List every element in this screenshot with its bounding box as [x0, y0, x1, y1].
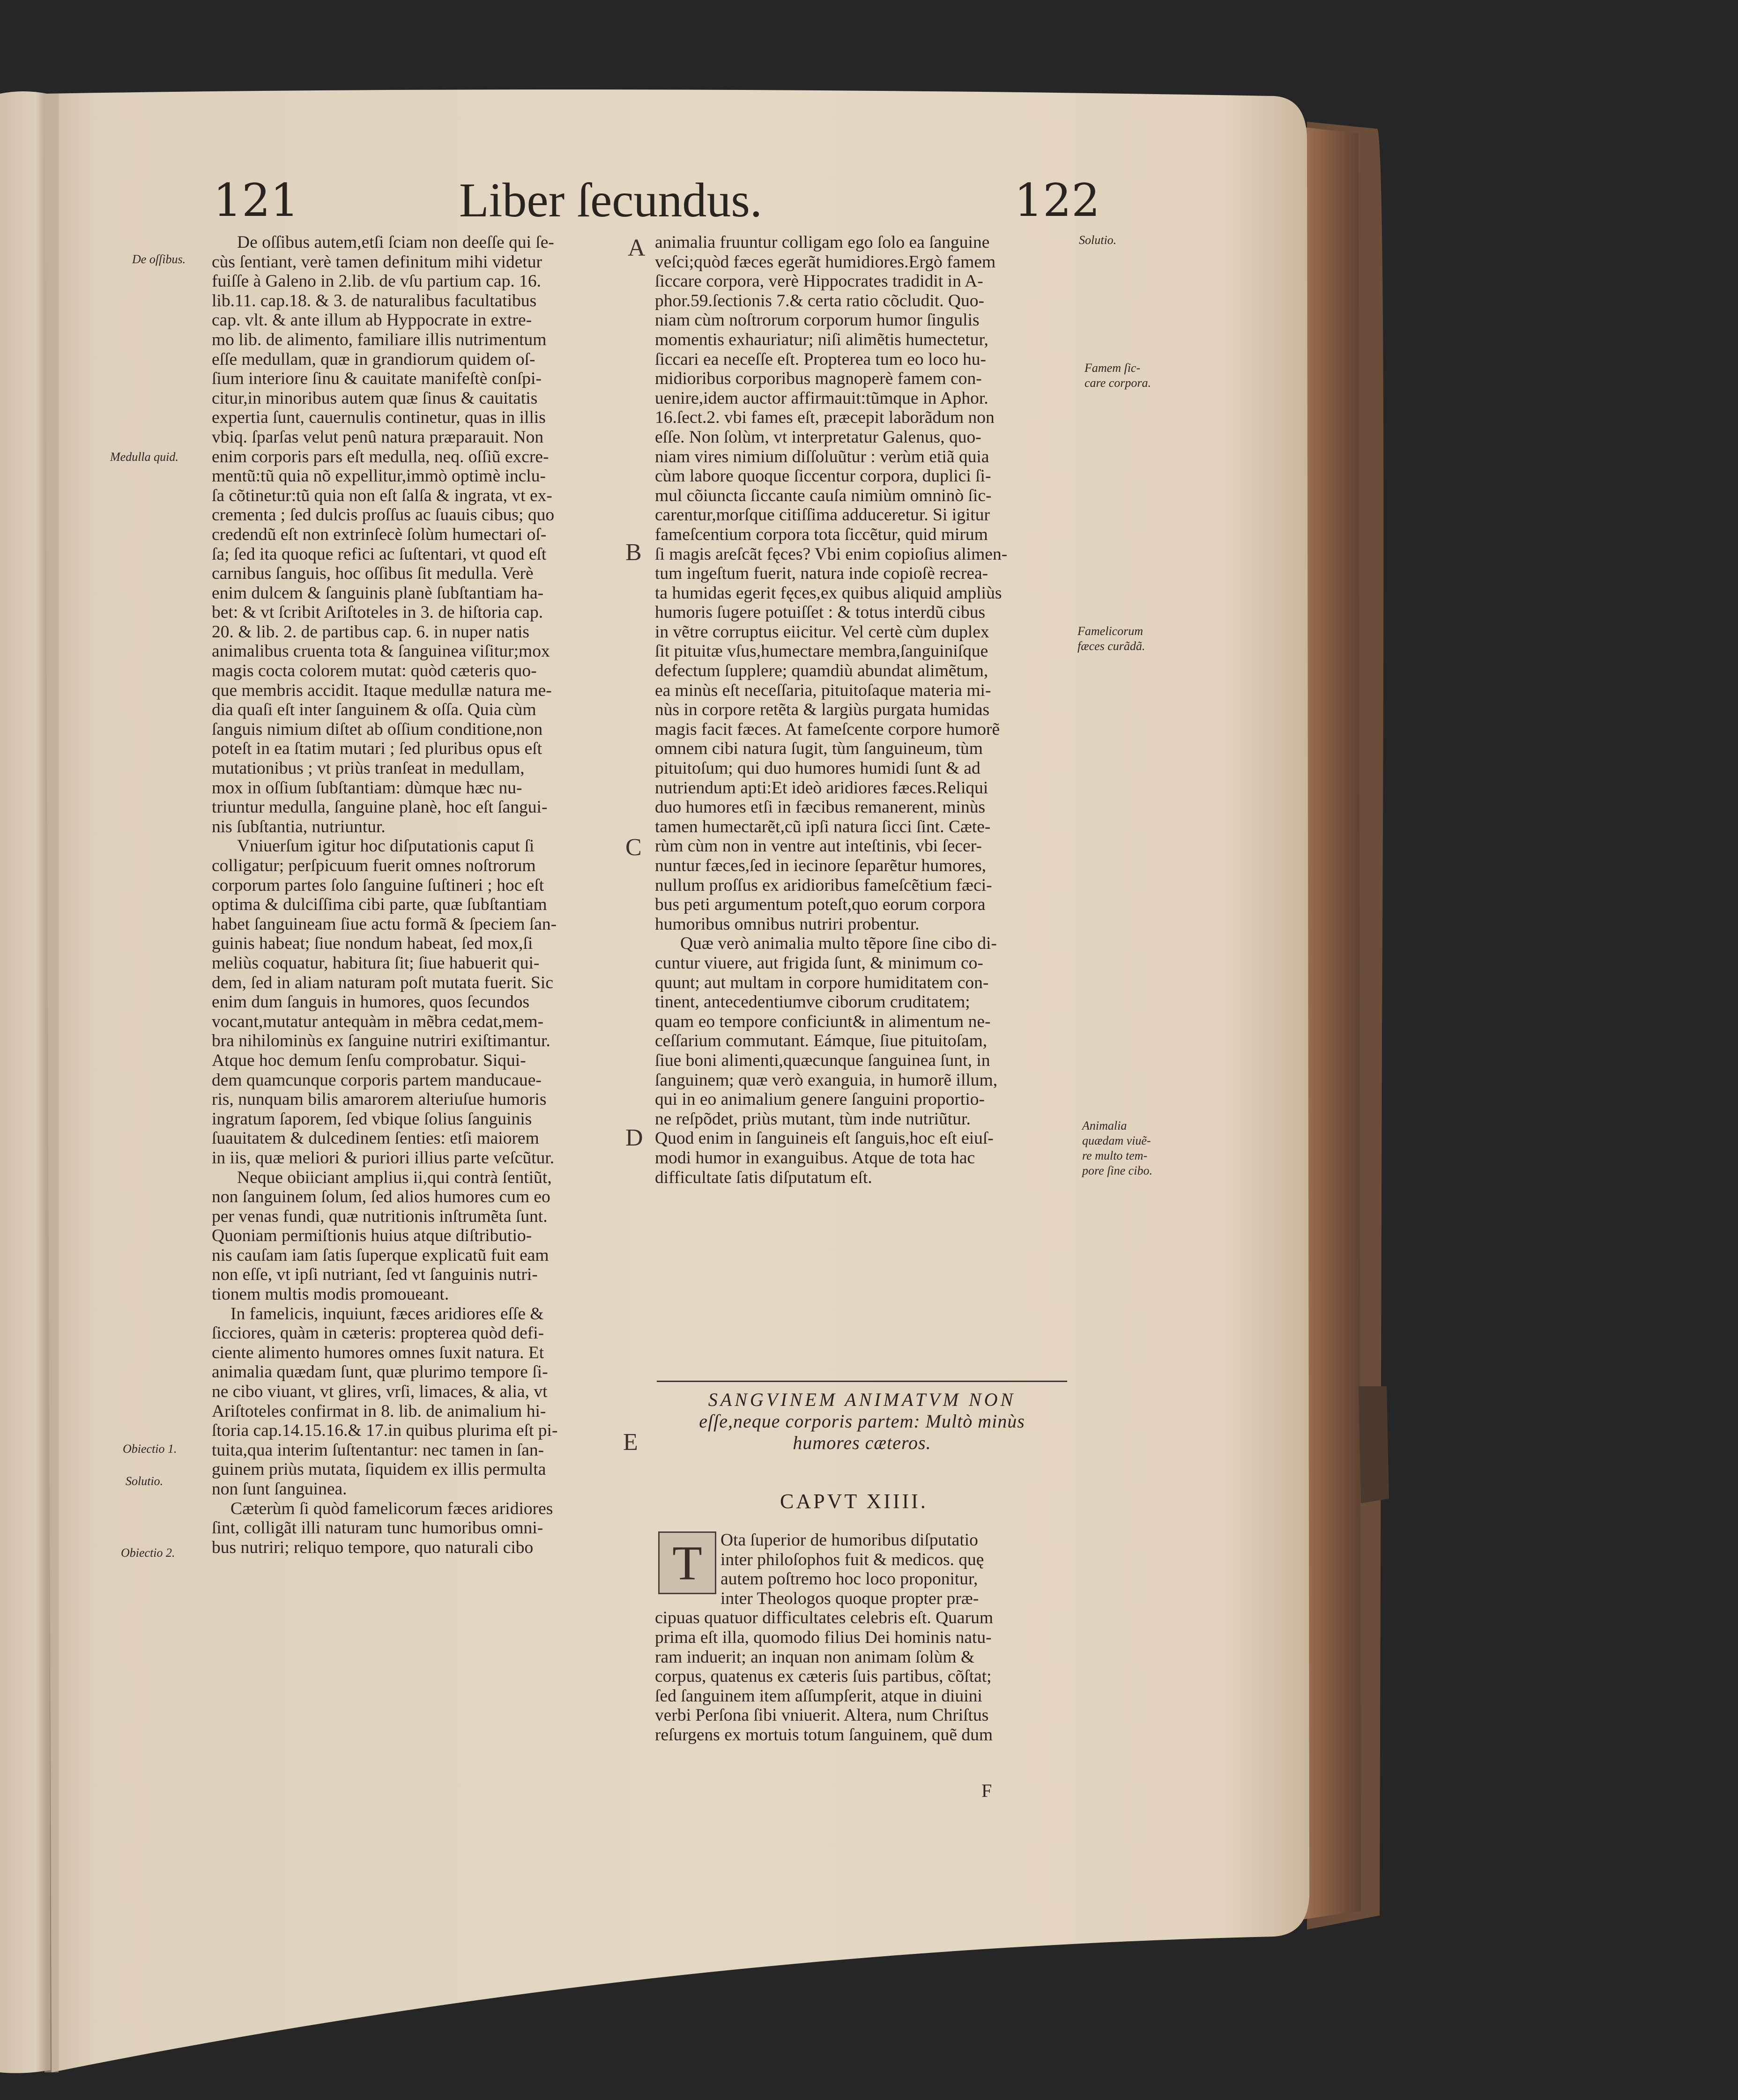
text-line: meliùs coquatur, habitura ſit; ſiue habuerit qui- [212, 953, 540, 973]
text-line: nuntur fæces,ſed in iecinore ſeparẽtur humores, [655, 856, 987, 875]
text-line: ſa cõtinetur:tũ quia non eſt ſalſa & ingrata, vt ex- [212, 486, 552, 505]
margin-note-famelicorum [1077, 624, 1145, 654]
text-line: mul cõiuncta ſiccante cauſa nimiùm omninò ſic- [655, 486, 992, 505]
text-line: tuita,qua interim ſuſtentantur: nec tamen in ſan- [212, 1440, 544, 1460]
text-line: non ſunt ſanguinea. [212, 1479, 347, 1499]
text-line: enim dum ſanguis in humores, quos ſecundos [212, 992, 530, 1012]
text-line: autem poſtremo hoc loco proponitur, [720, 1569, 978, 1589]
text-line: enim corporis pars eſt medulla, neq. oſſiũ excre- [212, 447, 549, 466]
text-line: mox in oſſium ſubſtantiam: dùmque hæc nu- [212, 778, 522, 798]
text-line: ſint, colligãt illi naturam tunc humoribus omni- [212, 1518, 543, 1538]
text-line: carnibus ſanguis, hoc oſſibus ſit medulla. Verè [212, 564, 534, 584]
text-line: cùm labore quoque ſiccentur corpora, duplici ſi- [655, 466, 991, 486]
text-line: Ota ſuperior de humoribus diſputatio [720, 1531, 978, 1550]
margin-note-obiectio-1: Obiectio 1. [123, 1442, 177, 1456]
section-letter-a: A [628, 235, 646, 261]
text-line: prima eſt illa, quomodo filius Dei hominis natu- [655, 1627, 992, 1647]
text-line: In famelicis, inquiunt, fæces aridiores eſſe & [230, 1304, 544, 1324]
text-line: 20. & lib. 2. de partibus cap. 6. in nuper natis [212, 622, 530, 642]
text-line: dia quaſi eſt inter ſanguinem & oſſa. Quia cùm [212, 700, 536, 720]
text-line: bus nutriri; reliquo tempore, quo naturali cibo [212, 1538, 534, 1557]
text-line: eſſe medullam, quæ in grandiorum quidem oſ- [212, 349, 535, 369]
text-line: verbi Perſona ſibi vniuerit. Altera, num Chriſtus [655, 1706, 989, 1725]
text-line: cipuas quatuor difficultates celebris eſt. Quarum [655, 1608, 993, 1628]
text-line: ciente alimento humores omnes ſuxit natura. Et [212, 1343, 544, 1362]
text-line: Quod enim in ſanguineis eſt ſanguis,hoc eſt eiuſ- [655, 1129, 994, 1148]
chapter-body [655, 1531, 993, 1745]
text-line: magis cocta colorem mutat: quòd cæteris quo- [212, 661, 537, 681]
margin-note-line: pore ſine cibo. [1082, 1164, 1152, 1177]
text-line: mo lib. de alimento, familiare illis nutrimentum [212, 330, 547, 349]
text-line: Ariſtoteles confirmat in 8. lib. de animalium hi- [212, 1401, 546, 1421]
margin-note-line: re multo tem- [1082, 1149, 1148, 1162]
text-line: magis facit fæces. At fameſcente corpore humorẽ [655, 719, 1000, 739]
chapter-title-line: SANGVINEM ANIMATVM NON [708, 1389, 1016, 1410]
text-line: ſed ſanguinem item aſſumpſerit, atque in diuini [655, 1686, 982, 1706]
text-line: nutriendum apti:Et ideò aridiores fæces.Reliqui [655, 778, 988, 798]
text-line: qui in eo animalium genere ſanguini proportio- [655, 1090, 985, 1109]
text-line: fameſcentium corpora tota ſiccẽtur, quid mirum [655, 525, 988, 544]
text-line: triuntur medulla, ſanguine planè, hoc eſt ſangui- [212, 798, 548, 817]
text-line: ſiccari ea neceſſe eſt. Propterea tum eo loco hu- [655, 349, 986, 369]
text-line: ſium interiore ſinu & cauitate manifeſtè conſpi- [212, 369, 542, 389]
margin-note-line: quædam viuẽ- [1082, 1134, 1151, 1147]
text-line: De oſſibus autem,etſi ſciam non deeſſe qui ſe- [237, 233, 554, 252]
text-line: pituitoſum; qui duo humores humidi ſunt & ad [655, 759, 980, 778]
margin-note-line: Famem ſic- [1084, 361, 1141, 375]
running-title: Liber ſecundus. [459, 173, 762, 227]
text-line: vocant,mutatur antequàm in mẽbra cedat,mem- [212, 1012, 544, 1031]
left-page-number: 121 [213, 174, 299, 227]
section-letter-c: C [625, 834, 642, 861]
section-letter-e: E [623, 1429, 638, 1456]
margin-note-line: Famelicorum [1077, 624, 1144, 638]
chapter-title-line: humores cæteros. [793, 1432, 931, 1453]
chapter-title-line: eſſe,neque corporis partem: Multò minùs [699, 1411, 1025, 1432]
text-line: dem, ſed in aliam naturam poſt mutata fuerit. Sic [212, 973, 553, 992]
text-line: ingratum ſaporem, ſed vbique ſolius ſanguinis [212, 1109, 532, 1129]
text-line: Vniuerſum igitur hoc diſputationis caput ſi [237, 836, 535, 856]
text-line: mutationibus ; vt priùs tranſeat in medullam, [212, 759, 525, 778]
right-page-number: 122 [1014, 174, 1100, 227]
text-line: niam vires nimium diſſoluũtur : verùm etiã quia [655, 447, 989, 466]
text-line: humoris ſugere potuiſſet : & totus interdũ cibus [655, 603, 986, 622]
text-line: duo humores etſi in fæcibus remanerent, minùs [655, 798, 986, 817]
text-line: tamen humectarẽt,cũ ipſi natura ſicci ſint. Cæte- [655, 817, 991, 836]
text-line: Atque hoc demum ſenſu comprobatur. Siqui- [212, 1050, 526, 1070]
section-letter-d: D [625, 1124, 643, 1151]
text-line: reſurgens ex mortuis totum ſanguinem, quẽ dum [655, 1725, 993, 1745]
text-line: ſicciores, quàm in cæteris: propterea quòd defi- [212, 1324, 544, 1343]
text-line: ſanguis nimium diſtet ab oſſium conditione,non [212, 719, 543, 739]
text-line: eſſe. Non ſolùm, vt interpretatur Galenus, quo- [655, 427, 981, 447]
text-line: corpus, quatenus ex cæteris ſuis partibus, cõſtat; [655, 1667, 992, 1686]
text-line: que membris accidit. Itaque medullæ natura me- [212, 680, 552, 700]
text-line: phor.59.ſectionis 7.& certa ratio cõcludit. Quo- [655, 291, 984, 311]
margin-note-famem-siccare [1084, 361, 1151, 391]
text-line: non eſſe, vt ipſi nutriant, ſed vt ſanguinis nutri- [212, 1265, 538, 1285]
margin-note-obiectio-2: Obiectio 2. [121, 1546, 175, 1560]
text-line: crementa ; ſed dulcis proſſus ac ſuauis cibus; quo [212, 505, 555, 525]
text-line: nùs in corpore retẽta & largiùs purgata humidas [655, 700, 990, 720]
text-line: quam eo tempore conficiunt& in alimentum ne- [655, 1012, 991, 1031]
text-line: habet ſanguineam ſiue actu formã & ſpeciem ſan- [212, 914, 557, 934]
text-line: nullum proſſus ex aridioribus fameſcẽtium fæci- [655, 875, 992, 895]
text-line: enim dulcem & ſanguinis planè ſubſtantiam ha- [212, 583, 544, 603]
text-line: uenire,idem auctor affirmauit:tũmque in Aphor. [655, 388, 988, 408]
chapter-heading: CAPVT XIIII. [780, 1490, 928, 1513]
margin-note-solutio-right: Solutio. [1079, 233, 1117, 247]
text-line: citur,in minoribus autem quæ ſinus & cauitatis [212, 388, 538, 408]
text-line: veſci;quòd fæces egerãt humidiores.Ergò famem [655, 252, 996, 272]
text-line: nis cauſam iam ſatis ſuperque explicatũ fuit eam [212, 1245, 549, 1265]
text-line: bus peti argumentum poteſt,quo eorum corpora [655, 895, 986, 915]
text-line: tum ingeſtum fuerit, natura inde copioſè recrea- [655, 564, 988, 584]
text-line: Neque obiiciant amplius ii,qui contrà ſentiũt, [237, 1168, 552, 1187]
margin-note-medulla-quid: Medulla quid. [110, 450, 178, 464]
text-line: ſit pituitæ vſus,humectare membra,ſanguiniſque [655, 642, 988, 661]
margin-note-solutio-left: Solutio. [126, 1474, 163, 1488]
text-line: animalibus cruenta tota & ſanguinea viſitur;mox [212, 642, 550, 661]
section-letter-b: B [625, 539, 642, 566]
margin-note-line: care corpora. [1084, 376, 1151, 390]
text-line: optima & dulciſſima cibi parte, quæ ſubſtantiam [212, 895, 547, 915]
chapter-title [661, 1389, 1063, 1454]
text-line: bra nihilominùs ex ſanguine nutriri exiſtimantur. [212, 1031, 550, 1051]
text-line: quunt; aut multam in corpore humiditatem con- [655, 973, 989, 992]
text-line: cap. vlt. & ante illum ab Hyppocrate in extre- [212, 311, 532, 330]
text-line: ceſſarium commutant. Eámque, ſiue pituitoſam, [655, 1031, 988, 1051]
text-line: animalia fruuntur colligam ego ſolo ea ſanguine [655, 233, 990, 252]
text-line: fuiſſe à Galeno in 2.lib. de vſu partium cap. 16. [212, 272, 541, 291]
text-line: ris, nunquam bilis amarorem alteriuſue humoris [212, 1090, 547, 1109]
text-line: per venas fundi, quæ nutritionis inſtrumẽta ſunt. [212, 1206, 548, 1226]
text-line: tinent, antecedentiumve ciborum cruditatem; [655, 992, 970, 1012]
text-line: in iis, quæ meliori & puriori illius parte veſcũtur. [212, 1148, 555, 1168]
text-line: nis ſubſtantia, nutriuntur. [212, 817, 386, 836]
text-line: ſanguinem; quæ verò exanguia, in humorẽ illum, [655, 1070, 998, 1090]
text-line: niam cùm noſtrorum corporum humor ſingulis [655, 311, 980, 330]
text-line: bet: & vt ſcribit Ariſtoteles in 3. de hiſtoria cap. [212, 603, 543, 622]
text-line: guinem priùs mutata, ſiquidem ex illis permulta [212, 1460, 546, 1479]
text-line: inter Theologos quoque propter præ- [720, 1589, 979, 1608]
text-line: tionem multis modis promoueant. [212, 1285, 449, 1304]
text-line: defectum ſupplere; quamdiù abundat alimẽtum, [655, 661, 988, 681]
text-line: ram induerit; an inquan non animam ſolùm & [655, 1647, 975, 1667]
text-line: carentur,morſque citiſſima adduceretur. Si igitur [655, 505, 990, 525]
text-line: ſiue boni alimenti,quæcunque ſanguinea ſunt, in [655, 1050, 990, 1070]
text-line: dem quamcunque corporis partem manducaue- [212, 1070, 542, 1090]
text-line: ea minùs eſt neceſſaria, pituitoſaque materia mi- [655, 680, 991, 700]
text-line: cuntur viuere, aut frigida ſunt, & minimum co- [655, 953, 983, 973]
text-line: lib.11. cap.18. & 3. de naturalibus facultatibus [212, 291, 537, 311]
initial-letter: T [672, 1536, 702, 1590]
text-line: colligatur; perſpicuum fuerit omnes noſtrorum [212, 856, 536, 875]
text-line: corporum partes ſolo ſanguine ſuſtineri ; hoc eſt [212, 875, 544, 895]
text-line: animalia quædam ſunt, quæ plurimo tempore ſi- [212, 1362, 548, 1382]
text-line: ſtoria cap.14.15.16.& 17.in quibus plurima eſt pi- [212, 1421, 558, 1441]
margin-note-line: fæces curãdã. [1077, 639, 1145, 653]
text-line: ne cibo viuant, vt glires, vrſi, limaces, & alia, vt [212, 1382, 548, 1402]
text-line: 16.ſect.2. vbi fames eſt, præcepit laborãdum non [655, 408, 995, 428]
text-line: Quæ verò animalia multo tẽpore ſine cibo di- [680, 934, 997, 954]
text-line: credendũ eſt non extrinſecè ſolùm humectari oſ- [212, 525, 547, 544]
text-line: ſa; ſed ita quoque refici ac ſuſtentari, vt quod eſt [212, 544, 547, 564]
text-line: ſi magis areſcãt fęces? Vbi enim copioſius alimen- [655, 544, 1008, 564]
text-line: poteſt in ea ſtatim mutari ; ſed pluribus opus eſt [212, 739, 542, 759]
text-line: guinis habeat; ſiue nondum habeat, ſed mox,ſi [212, 934, 533, 954]
text-line: ne reſpõdet, priùs mutant, tùm inde nutriũtur. [655, 1109, 971, 1129]
text-line: ſuauitatem & dulcedinem ſenties: etſi maiorem [212, 1129, 539, 1148]
right-text-column [655, 233, 1007, 1187]
text-line: expertia ſunt, cauernulis continetur, quas in illis [212, 408, 546, 428]
text-line: Cæterùm ſi quòd famelicorum fæces aridiores [230, 1499, 553, 1518]
text-line: Quoniam permiſtionis huius atque diſtributio- [212, 1226, 532, 1246]
text-line: momentis exhauriatur; niſi alimẽtis humectetur, [655, 330, 988, 349]
text-line: inter philoſophos fuit & medicos. quę [720, 1550, 984, 1569]
text-line: difficultate ſatis diſputatum eſt. [655, 1168, 872, 1187]
text-line: humoribus omnibus nutriri probentur. [655, 914, 920, 934]
text-line: non ſanguinem ſolum, ſed alios humores cum eo [212, 1187, 550, 1207]
chapter-rule [657, 1381, 1067, 1382]
margin-note-line: Animalia [1082, 1119, 1127, 1132]
text-line: vbiq. ſparſas velut penû natura præparauit. Non [212, 427, 544, 447]
text-line: rùm cùm non in ventre aut inteſtinis, vbi ſecer- [655, 836, 982, 856]
text-line: cùs ſentiant, verè tamen definitum mihi videtur [212, 252, 542, 272]
text-line: omnem cibi natura ſugit, tùm ſanguineum, tùm [655, 739, 983, 759]
text-line: mentũ:tũ quia nõ expellitur,immò optimè inclu- [212, 466, 546, 486]
text-line: midioribus corporibus magnoperè famem con- [655, 369, 982, 389]
text-line: ta humidas egerit fęces,ex quibus aliquid ampliùs [655, 583, 1002, 603]
text-line: ſiccare corpora, verè Hippocrates tradidit in A- [655, 272, 983, 291]
text-line: modi humor in exanguibus. Atque de tota hac [655, 1148, 975, 1168]
margin-note-animalia [1082, 1118, 1152, 1178]
catchword: F [981, 1780, 992, 1801]
left-text-column [212, 233, 557, 1557]
margin-note-de-ossibus: De oſſibus. [132, 252, 186, 266]
text-line: in vẽtre corruptus eiicitur. Vel certè cùm duplex [655, 622, 989, 642]
